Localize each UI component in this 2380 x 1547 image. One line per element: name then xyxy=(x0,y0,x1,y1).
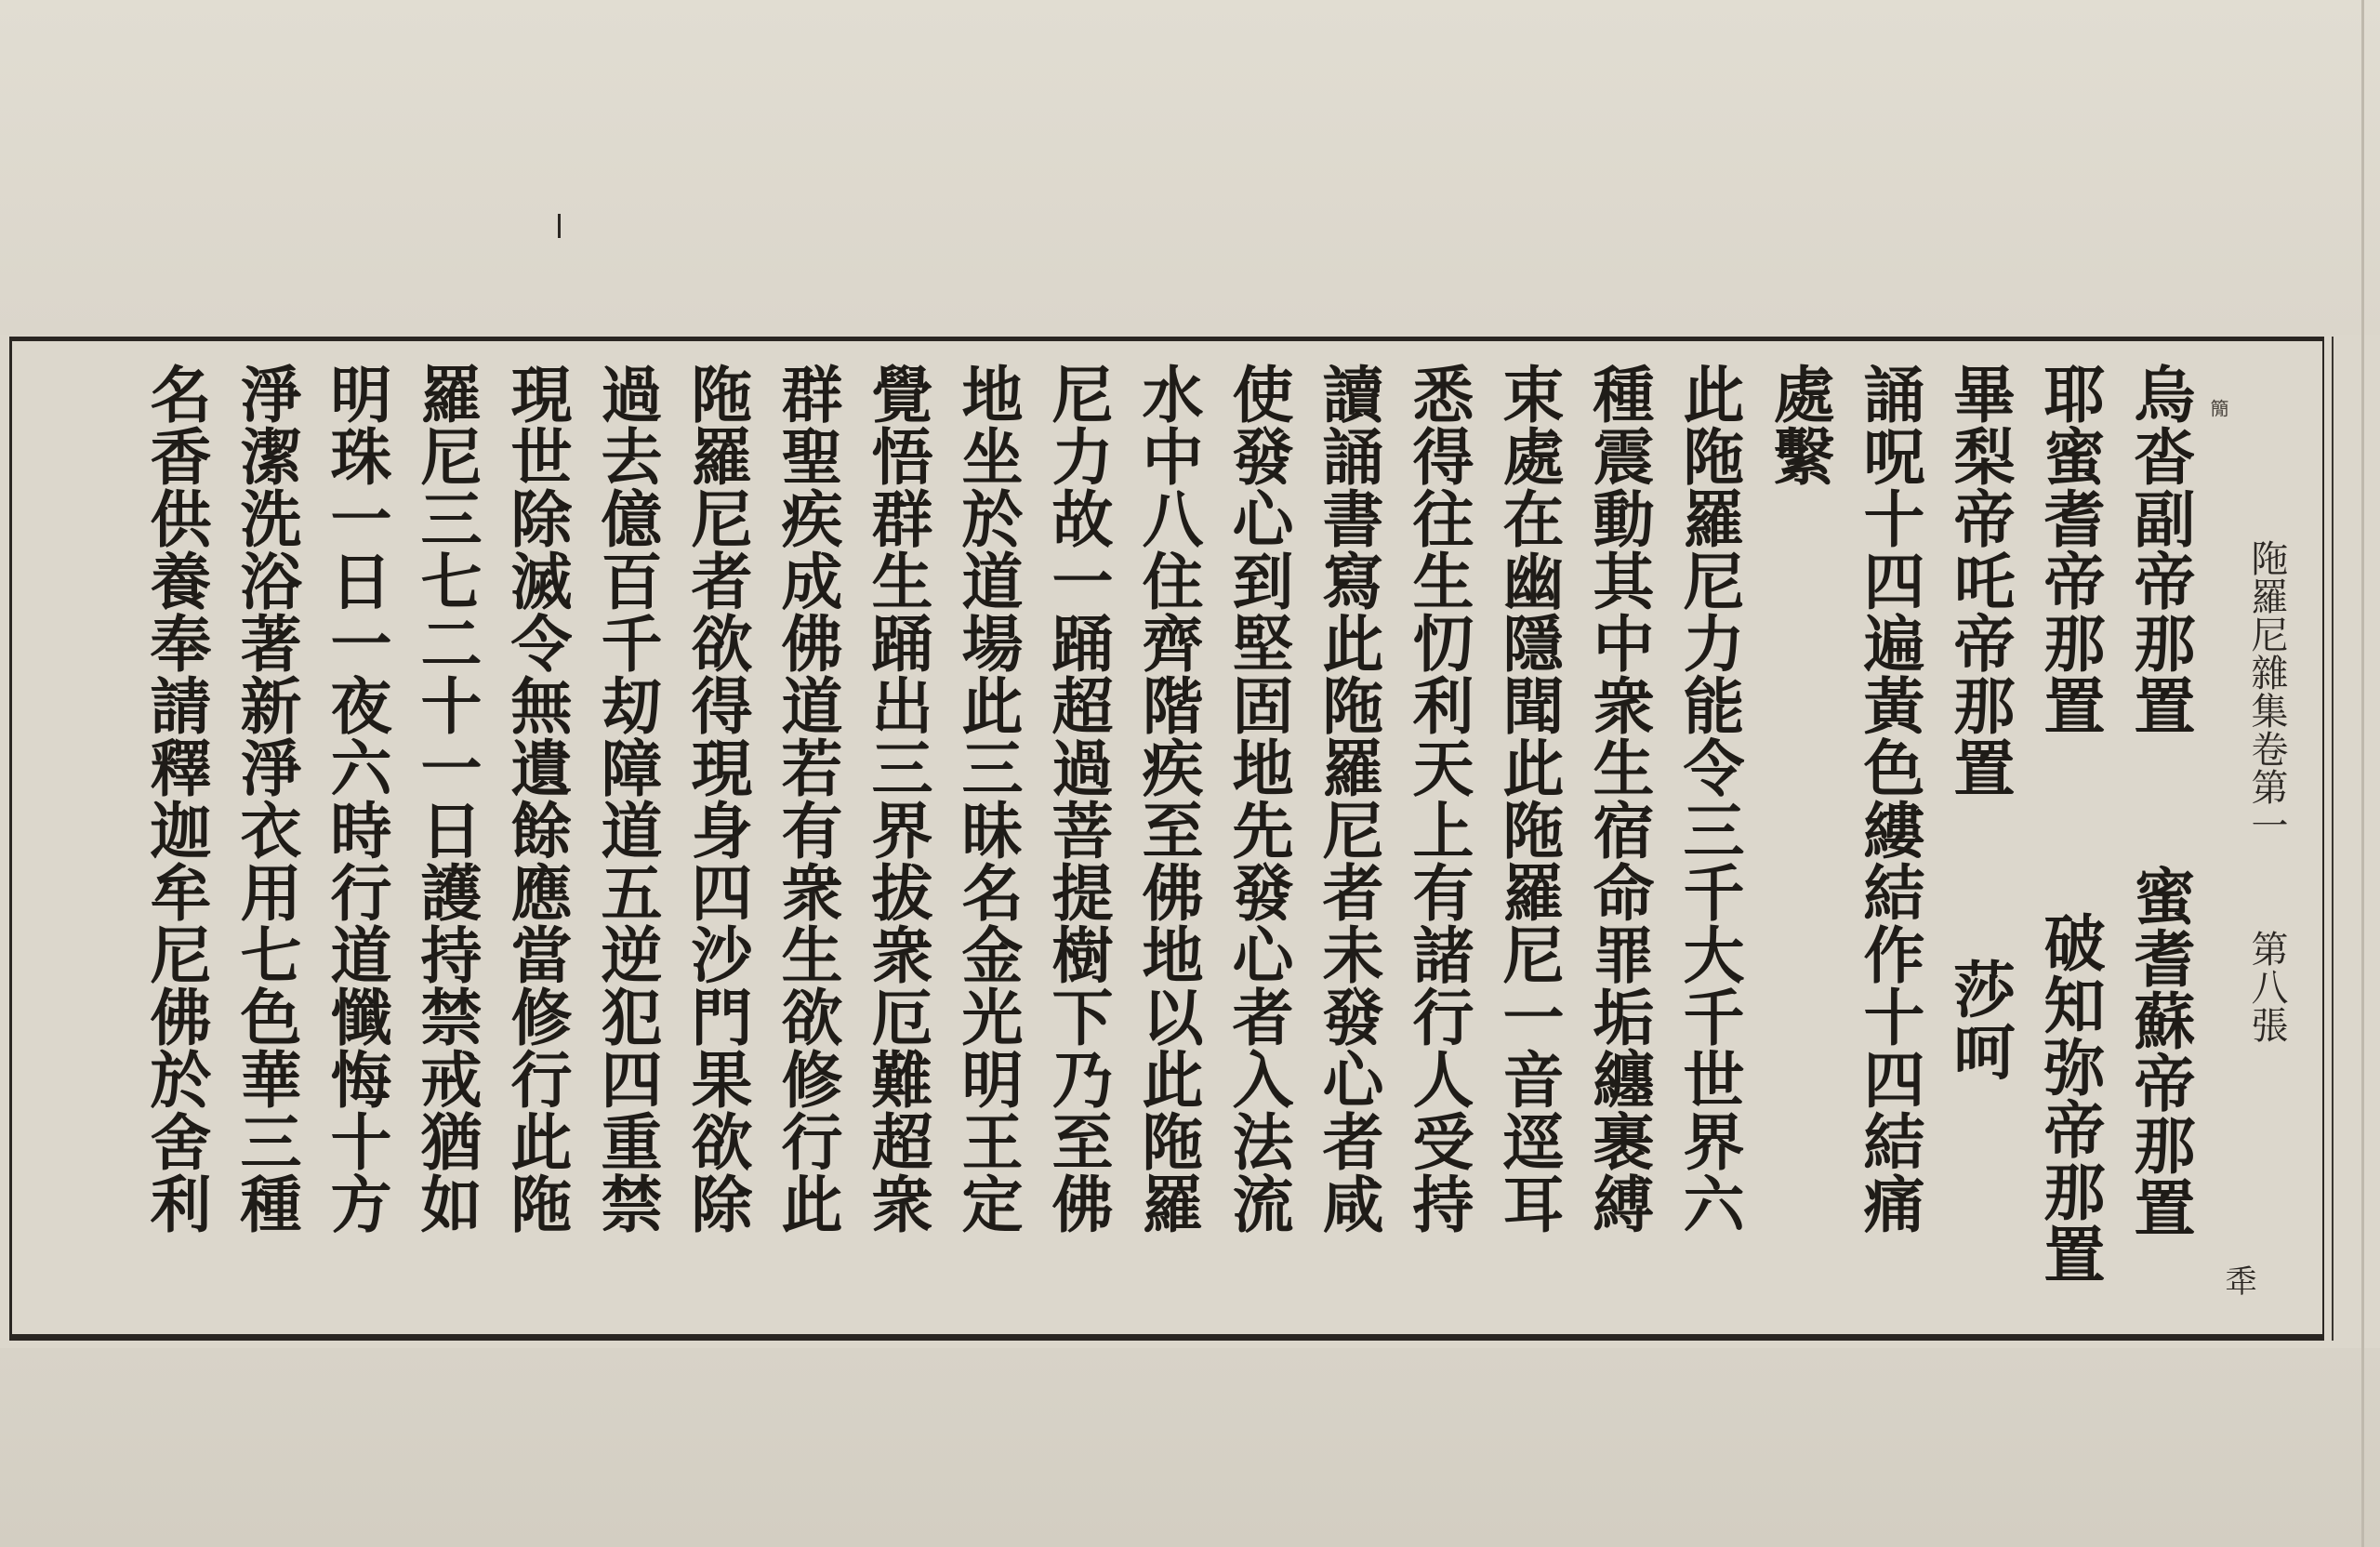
text-column-5: 處繫 xyxy=(1763,363,1835,487)
text-column-8: 束處在幽隱聞此陁羅尼一音逕耳 xyxy=(1492,363,1565,1235)
text-column-12: 水中八住齊階疾至佛地以此陁羅 xyxy=(1131,363,1204,1235)
paper-lower-margin xyxy=(0,1348,2380,1547)
ink-speck xyxy=(558,214,561,238)
text-column-13: 尼力故一踊超過菩提樹下乃至佛 xyxy=(1041,363,1114,1235)
margin-title: 陁羅尼雜集卷第一 xyxy=(2245,539,2288,844)
text-column-21: 明珠一日一夜六時行道懺悔十方 xyxy=(320,363,392,1235)
text-column-22: 淨潔洗浴著新淨衣用七色華三種 xyxy=(230,363,302,1235)
text-column-11: 使發心到堅固地先發心者入法流 xyxy=(1222,363,1294,1235)
text-column-19: 現世除滅令無遺餘應當修行此陁 xyxy=(500,363,573,1235)
text-column-2-lower: 破知弥帝那置 xyxy=(2033,911,2106,1285)
text-column-18: 過去億百千刧障道五逆犯四重禁 xyxy=(590,363,663,1235)
text-column-20: 羅尼三七二十一日護持禁戒猶如 xyxy=(410,363,483,1235)
text-column-16: 群聖疾成佛道若有衆生欲修行此 xyxy=(771,363,843,1235)
text-column-14: 地坐於道場此三昧名金光明王定 xyxy=(951,363,1024,1235)
text-column-17: 陁羅尼者欲得現身四沙門果欲除 xyxy=(681,363,753,1235)
text-column-1: 烏沓副帝那置 xyxy=(2123,363,2196,736)
text-column-3-lower: 莎呵 xyxy=(1943,958,2016,1082)
text-column-3: 畢梨帝吒帝那置 xyxy=(1943,363,2016,799)
margin-rule xyxy=(2332,337,2334,1341)
margin-marker-bottom: 䄵 xyxy=(2219,1264,2256,1297)
margin-page-number: 第八張 xyxy=(2245,930,2288,1044)
text-column-6: 此陁羅尼力能令三千大千世界六 xyxy=(1673,363,1745,1235)
page-fold xyxy=(2361,0,2364,1547)
text-column-7: 種震動其中衆生宿命罪垢纏裹縛 xyxy=(1582,363,1655,1235)
text-column-10: 讀誦書寫此陁羅尼者未發心者咸 xyxy=(1312,363,1384,1235)
margin-marker-top: 𥳑 xyxy=(2209,400,2231,419)
text-column-1-lower: 蜜耆蘇帝那置 xyxy=(2123,865,2196,1238)
text-column-4: 誦呪十四遍黃色縷結作十四結痛 xyxy=(1853,363,1925,1235)
text-column-9: 悉得往生忉利天上有諸行人受持 xyxy=(1402,363,1474,1235)
text-column-15: 覺悟群生踊出三界拔衆厄難超衆 xyxy=(861,363,933,1235)
paper-upper-margin xyxy=(0,0,2380,335)
text-column-2: 耶蜜耆帝那置 xyxy=(2033,363,2106,736)
text-column-23: 名香供養奉請釋迦牟尼佛於舍利 xyxy=(139,363,212,1235)
